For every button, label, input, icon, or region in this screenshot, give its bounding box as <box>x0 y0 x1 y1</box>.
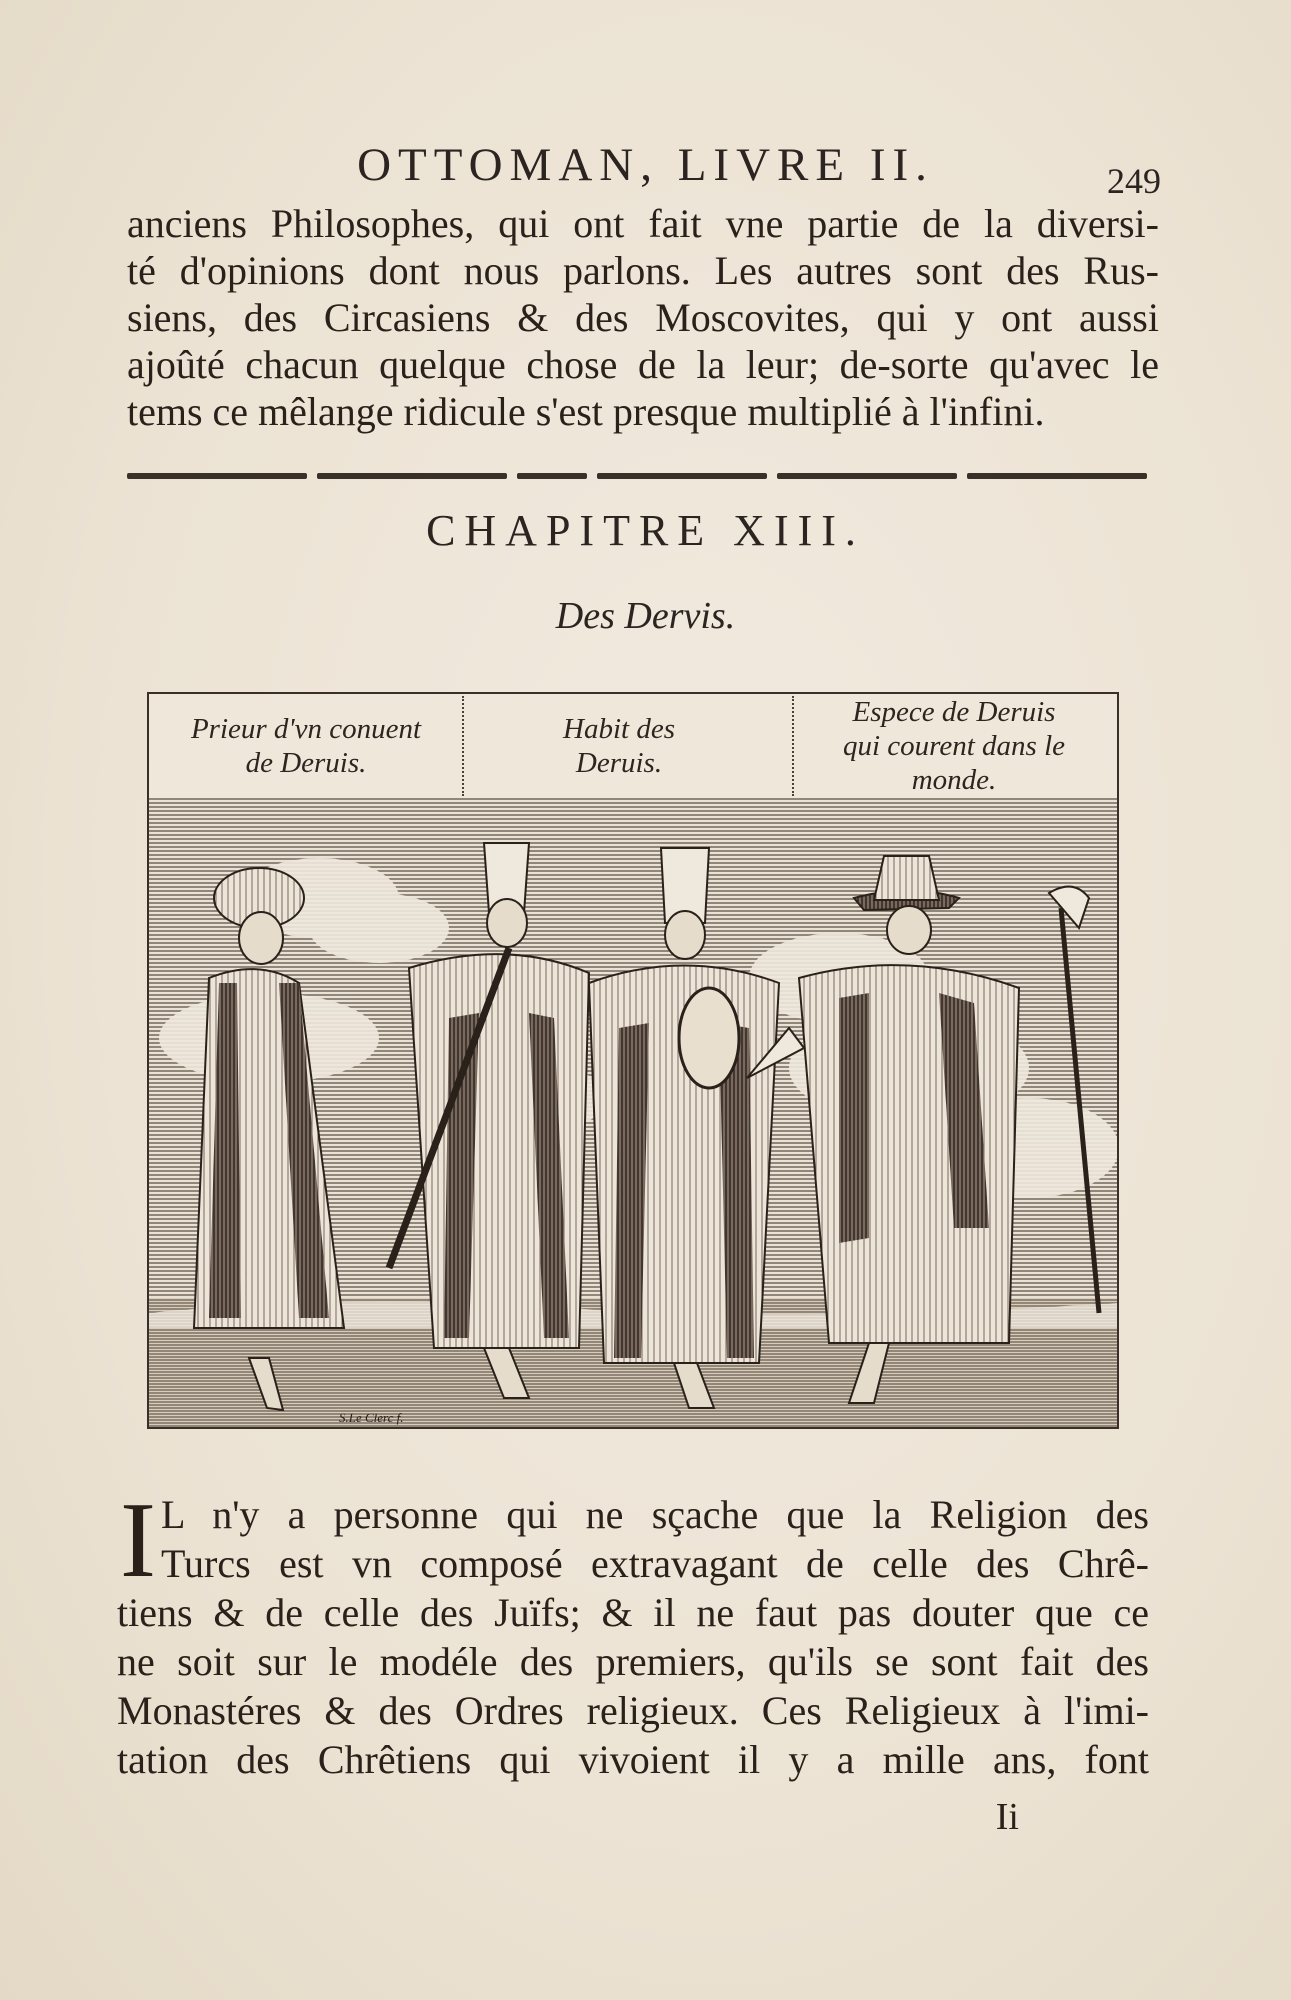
caption-line: Espece de Deruis <box>852 696 1056 728</box>
caption-line: monde. <box>911 764 997 796</box>
caption-line: Prieur d'vn conuent <box>190 713 422 745</box>
dervish-engraving <box>149 798 1117 1427</box>
text-line: Turcs est vn composé extravagant de celle des Chrê- <box>161 1541 1149 1586</box>
page-number: 249 <box>1107 161 1161 201</box>
caption-wandering <box>799 694 1109 798</box>
caption-line: Deruis. <box>575 747 663 779</box>
text-line: tiens & de celle des Juïfs; & il ne faut pas douter que ce <box>117 1590 1149 1635</box>
engraving-plate <box>147 692 1119 1429</box>
text-line: tation des Chrêtiens qui vivoient il y a mille ans, font <box>117 1737 1149 1782</box>
chapter-subtitle: Des Dervis. <box>555 595 736 637</box>
text-line: ne soit sur le modéle des premiers, qu'ils se sont fait des <box>117 1639 1149 1684</box>
caption-habit <box>469 694 769 798</box>
chapter-title: CHAPITRE XIII. <box>426 506 865 555</box>
text-line: Monastéres & des Ordres religieux. Ces Religieux à l'imi- <box>117 1688 1149 1733</box>
top-paragraph <box>127 200 1159 435</box>
caption-separator <box>792 696 794 796</box>
text-line: ajoûté chacun quelque chose de la leur; de-sorte qu'avec le <box>127 342 1159 387</box>
caption-line: qui courent dans le <box>842 730 1066 762</box>
text-line: anciens Philosophes, qui ont fait vne partie de la diversi- <box>127 201 1159 246</box>
catchword: Ii <box>995 1796 1019 1838</box>
text-line: L n'y a personne qui ne sçache que la Religion des <box>161 1492 1149 1537</box>
caption-line: de Deruis. <box>245 747 367 779</box>
text-line: té d'opinions dont nous parlons. Les autres sont des Rus- <box>127 248 1159 293</box>
text-line: siens, des Circasiens & des Moscovites, qui y ont aussi <box>127 295 1159 340</box>
engraver-signature: S.Le Clerc f. <box>339 1410 404 1425</box>
ornamental-rule <box>127 473 1147 481</box>
caption-line: Habit des <box>563 713 675 745</box>
running-head: OTTOMAN, LIVRE II. <box>357 139 934 191</box>
drop-cap: I <box>120 1481 156 1600</box>
body-paragraph <box>117 1481 1149 1784</box>
caption-separator <box>462 696 464 796</box>
caption-prior <box>157 694 455 798</box>
text-line: tems ce mêlange ridicule s'est presque multiplié à l'infini. <box>127 389 1045 434</box>
